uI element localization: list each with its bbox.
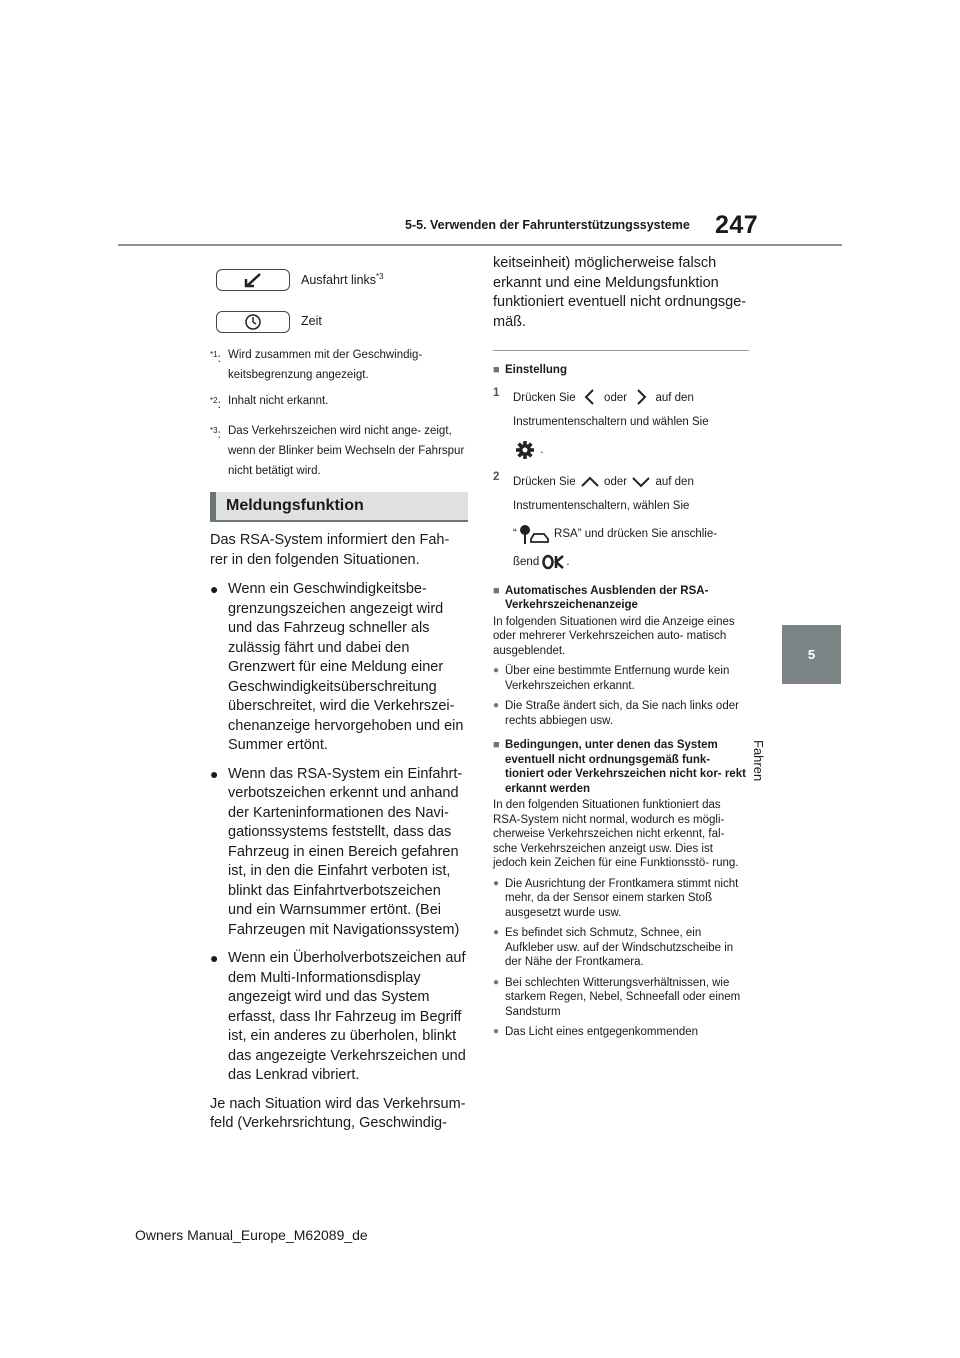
step-text: oder bbox=[604, 391, 628, 404]
paragraph: Je nach Situation wird das Verkehrsum- feld (Verkehrsrichtung, Geschwindig- bbox=[210, 1095, 466, 1131]
gear-icon bbox=[513, 438, 537, 462]
square-icon: ■ bbox=[493, 584, 500, 597]
time-label: Zeit bbox=[301, 314, 322, 328]
list-item-text: Das Licht eines entgegenkommenden bbox=[505, 1026, 699, 1039]
list-item-text: Über eine bestimmte Entfernung wurde kein Verkehrszeichen erkannt. bbox=[505, 665, 730, 692]
list-item-text: Die Straße ändert sich, da Sie nach links oder rechts abbiegen usw. bbox=[505, 700, 739, 727]
step-text: auf den bbox=[655, 391, 694, 404]
square-icon: ■ bbox=[493, 364, 500, 376]
bullet-icon: ● bbox=[493, 927, 500, 939]
step-text: . bbox=[566, 555, 570, 568]
bullet-icon: ● bbox=[493, 700, 500, 712]
right-column bbox=[493, 355, 749, 1040]
bullet-icon: ● bbox=[493, 976, 500, 988]
ok-icon bbox=[542, 554, 566, 570]
step-text: auf den bbox=[655, 475, 694, 488]
subheading-text: Bedingungen, unter denen das System eventuell nicht ordnungsgemäß funk- tioniert oder Verkehrszeichen nicht kor- rekt erkannt werden bbox=[505, 739, 746, 795]
bullet-icon: ● bbox=[493, 877, 500, 889]
step-text: Drücken Sie bbox=[513, 391, 576, 404]
footnote-mark: *3 bbox=[210, 425, 218, 435]
divider bbox=[493, 350, 749, 351]
chapter-tab[interactable]: 5 bbox=[782, 625, 841, 684]
left-column bbox=[210, 531, 468, 1144]
footnote-mark: *1 bbox=[210, 350, 218, 359]
list-item-text: Die Ausrichtung der Frontkamera stimmt nicht mehr, da der Sensor einem starken Stoß ausgesetzt wurde usw. bbox=[505, 877, 739, 919]
list-item bbox=[210, 765, 468, 941]
list-item bbox=[210, 580, 468, 756]
page-number: 247 bbox=[715, 211, 759, 239]
chevron-left-icon bbox=[579, 387, 601, 407]
chevron-down-icon bbox=[630, 472, 652, 492]
footnote: $^{*1}$: Wird zusammen mit der Geschwindig- keitsbegrenzung angezeigt. bbox=[210, 345, 470, 385]
bullet-icon: ● bbox=[210, 950, 219, 966]
step-text: ßend bbox=[513, 555, 540, 568]
list-item-text: Wenn ein Geschwindigkeitsbe- grenzungszeichen angezeigt wird und das Fahrzeug schneller als zulässig fährt und dabei den Grenzwert für eine Meldung einer Geschwindigkeitsüberschreitung überschreitet, wird die Verkehrszei- chenanzeige hervorgehoben und ein Summer ertönt. bbox=[228, 581, 464, 753]
clock-icon bbox=[244, 313, 262, 331]
step: 2 Drücken Sie oder auf den Instrumentenschaltern, wählen Sie “ RSA” und drücken Sie anschlie- ßend . bbox=[493, 470, 749, 574]
list-item-text: Es befindet sich Schmutz, Schnee, ein Aufkleber usw. auf der Windschutzscheibe in der Nähe der Frontkamera. bbox=[505, 927, 734, 969]
step-text: RSA” und drücken Sie anschlie- bbox=[554, 527, 718, 540]
exit-left-label bbox=[301, 272, 384, 287]
step-text: . bbox=[540, 443, 544, 456]
subheading-text: Einstellung bbox=[505, 364, 567, 376]
subheading bbox=[493, 584, 749, 613]
footnotes bbox=[210, 345, 470, 487]
list-item bbox=[493, 1025, 749, 1040]
footer-text: Owners Manual_Europe_M62089_de bbox=[135, 1227, 368, 1243]
list-item bbox=[493, 926, 749, 970]
step-text: oder bbox=[604, 475, 628, 488]
footnote-text: Wird zusammen mit der Geschwindig- keitsbegrenzung angezeigt. bbox=[228, 349, 423, 381]
step-text: Drücken Sie bbox=[513, 475, 576, 488]
step bbox=[493, 386, 749, 462]
footnote-ref: *3 bbox=[376, 272, 384, 281]
footnote-text: Inhalt nicht erkannt. bbox=[228, 395, 329, 407]
footnote: $^{*2}$: Inhalt nicht erkannt. bbox=[210, 391, 470, 415]
subheading bbox=[493, 738, 749, 796]
header-divider bbox=[118, 244, 842, 246]
rsa-sign-car-icon bbox=[517, 523, 551, 545]
step-number: 1 bbox=[493, 386, 500, 399]
paragraph: In folgenden Situationen wird die Anzeige eines oder mehrerer Verkehrszeichen auto- matisch ausgeblendet. bbox=[493, 615, 735, 657]
footnote-mark: *2 bbox=[210, 396, 218, 405]
step-number: 2 bbox=[493, 470, 500, 483]
list-item bbox=[493, 877, 749, 921]
footnote: $^{*3}$: Das Verkehrszeichen wird nicht ange- zeigt, wenn der Blinker beim Wechseln der Fahrspur nicht betätigt wird. bbox=[210, 421, 470, 481]
step-text: Instrumentenschaltern und wählen Sie bbox=[513, 415, 709, 428]
section-title: 5-5. Verwenden der Fahrunterstützungssysteme bbox=[405, 218, 690, 232]
paragraph: keitseinheit) möglicherweise falsch erkannt und eine Meldungsfunktion funktioniert eventuell nicht ordnungsge- mäß. bbox=[493, 255, 747, 330]
list-item bbox=[493, 664, 749, 693]
subheading-text: Automatisches Ausblenden der RSA- Verkehrszeichenanzeige bbox=[505, 584, 709, 612]
list-item bbox=[210, 949, 468, 1086]
list-item-text: Wenn ein Überholverbotszeichen auf dem Multi-Informationsdisplay angezeigt wird und das System erfasst, dass Ihr Fahrzeug im Begriff ist, ein anderes zu überholen, blinkt das angezeigte Verkehrszeichen und das Lenkrad vibriert. bbox=[228, 950, 466, 1083]
footnote-text: Das Verkehrszeichen wird nicht ange- zeigt, wenn der Blinker beim Wechseln der Fahrspur nicht betätigt wird. bbox=[228, 424, 465, 477]
chevron-up-icon bbox=[579, 472, 601, 492]
square-icon: ■ bbox=[493, 739, 500, 752]
chapter-label: Fahren bbox=[751, 740, 766, 782]
paragraph: Das RSA-System informiert den Fah- rer in den folgenden Situationen. bbox=[210, 532, 450, 568]
bullet-icon: ● bbox=[493, 1026, 500, 1038]
chevron-right-icon bbox=[630, 387, 652, 407]
list-item bbox=[493, 699, 749, 728]
exit-left-text: Ausfahrt links bbox=[301, 273, 377, 288]
exit-left-arrow-icon bbox=[238, 272, 268, 288]
list-item-text: Wenn das RSA-System ein Einfahrt- verbotszeichen erkennt und anhand der Karteninformationen des Navi- gationssystems feststellt, dass das Fahrzeug in einen Bereich gefahren ist, in den die Einfahrt verboten ist, blinkt das Einfahrtverbotszeichen und ein Warnsummer ertönt. (Bei Fahrzeugen mit Navigationssystem) bbox=[228, 765, 463, 938]
bullet-icon: ● bbox=[210, 581, 219, 597]
paragraph: In den folgenden Situationen funktioniert das RSA-System nicht normal, wodurch es mögli- cherweise Verkehrszeichen nicht erkennt, fal- sche Verkehrszeichen anzeigt usw. Dies ist jedoch kein Zeichen für eine Funktionsstö- rung. bbox=[493, 799, 739, 870]
subheading bbox=[493, 363, 749, 378]
bullet-icon: ● bbox=[210, 765, 219, 782]
section-heading: Meldungsfunktion bbox=[210, 492, 468, 522]
exit-left-sign bbox=[216, 269, 290, 291]
time-sign bbox=[216, 311, 290, 333]
bullet-icon: ● bbox=[493, 665, 500, 677]
list-item bbox=[493, 976, 749, 1020]
step-text: Instrumentenschaltern, wählen Sie bbox=[513, 499, 690, 512]
list-item-text: Bei schlechten Witterungsverhältnissen, wie starkem Regen, Nebel, Schneefall oder einem Sandsturm bbox=[505, 976, 741, 1018]
